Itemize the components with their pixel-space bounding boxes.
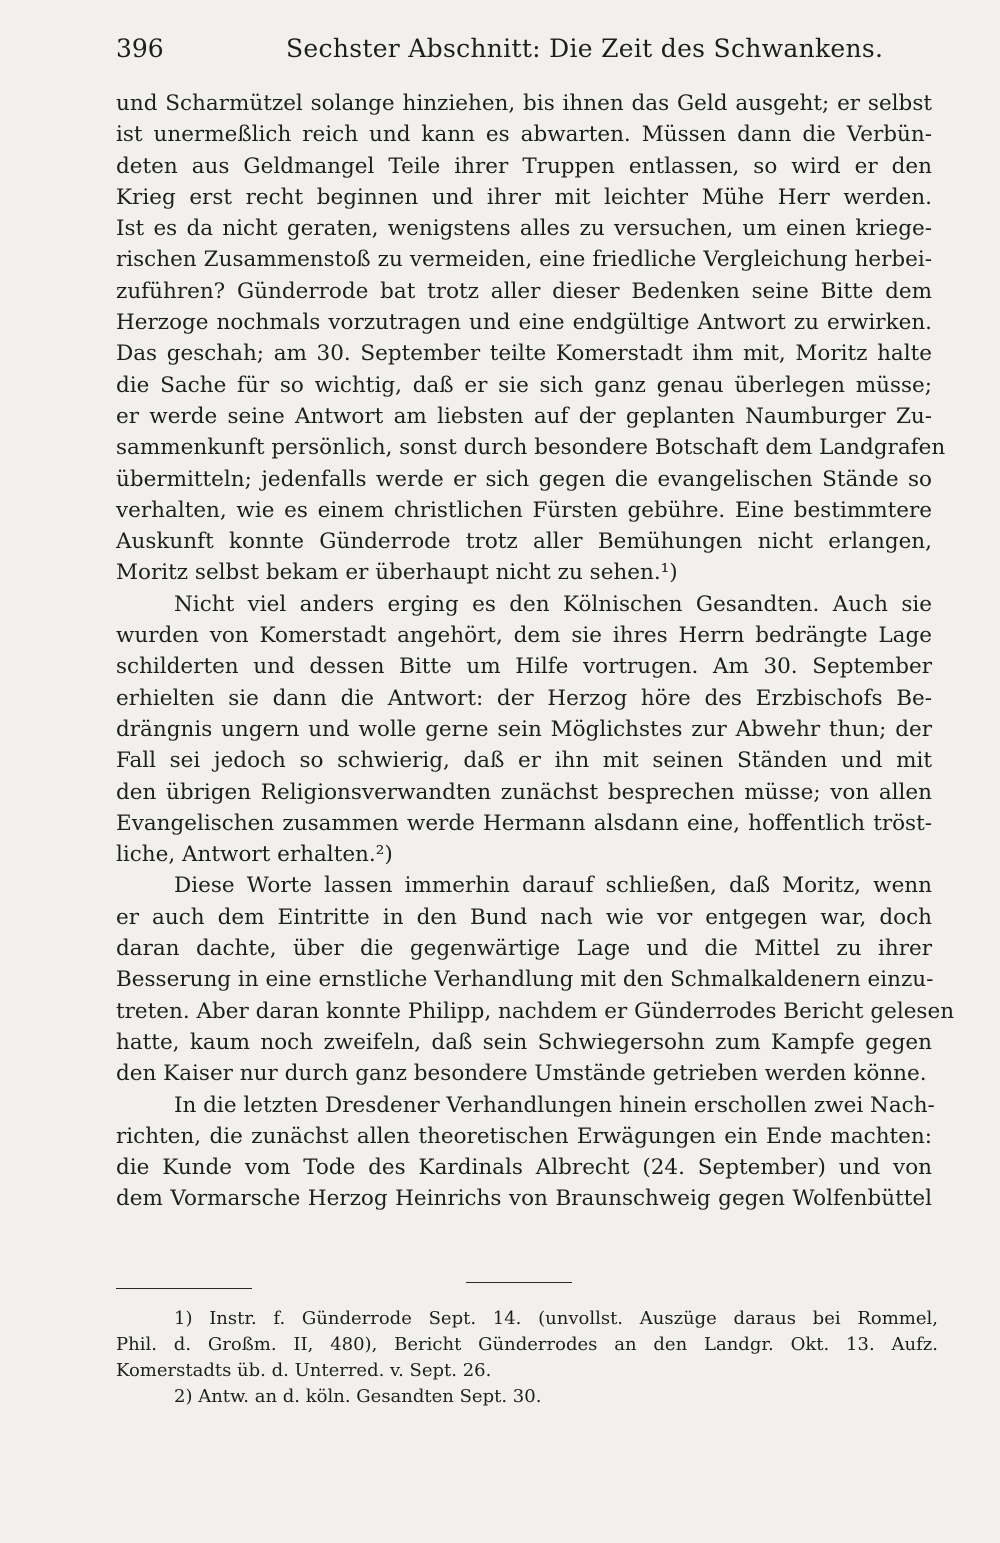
text-line: ist unermeßlich reich und kann es abwarten. Müssen dann die Verbün-	[116, 122, 932, 148]
text-line: sammenkunft persönlich, sonst durch besondere Botschaft dem Landgrafen	[116, 435, 946, 461]
text-line: Ist es da nicht geraten, wenigstens alles zu versuchen, um einen kriege-	[116, 216, 932, 242]
text-line: Diese Worte lassen immerhin darauf schließen, daß Moritz, wenn	[174, 873, 932, 899]
footnote-separator	[116, 1288, 252, 1289]
text-line: den übrigen Religionsverwandten zunächst besprechen müsse; von allen	[116, 779, 932, 805]
text-line: Auskunft konnte Günderrode trotz aller Bemühungen nicht erlangen,	[116, 529, 932, 555]
text-line: rischen Zusammenstoß zu vermeiden, eine friedliche Vergleichung herbei-	[116, 247, 932, 273]
text-line: daran dachte, über die gegenwärtige Lage und die Mittel zu ihrer	[116, 936, 932, 962]
text-line: In die letzten Dresdener Verhandlungen hinein erschollen zwei Nach-	[174, 1092, 935, 1118]
running-title: Sechster Abschnitt: Die Zeit des Schwankens.	[286, 34, 884, 63]
text-line: und Scharmützel solange hinziehen, bis ihnen das Geld ausgeht; er selbst	[116, 91, 932, 116]
text-line: liche, Antwort erhalten.²)	[116, 842, 393, 868]
text-line: Evangelischen zusammen werde Hermann alsdann eine, hoffentlich tröst-	[116, 810, 932, 836]
text-line: die Kunde vom Tode des Kardinals Albrecht (24. September) und von	[116, 1155, 932, 1181]
text-line: deten aus Geldmangel Teile ihrer Truppen entlassen, so wird er den	[116, 153, 932, 179]
running-header	[116, 34, 936, 74]
text-line: Das geschah; am 30. September teilte Komerstadt ihm mit, Moritz halte	[116, 341, 932, 367]
text-line: hatte, kaum noch zweifeln, daß sein Schwiegersohn zum Kampfe gegen	[116, 1029, 932, 1055]
text-line: wurden von Komerstadt angehört, dem sie ihres Herrn bedrängte Lage	[116, 623, 932, 649]
text-line: den Kaiser nur durch ganz besondere Umstände getrieben werden könne.	[116, 1061, 927, 1087]
text-line: schilderten und dessen Bitte um Hilfe vortrugen. Am 30. September	[116, 654, 932, 680]
text-line: Herzoge nochmals vorzutragen und eine endgültige Antwort zu erwirken.	[116, 310, 932, 336]
text-line: Moritz selbst bekam er überhaupt nicht zu sehen.¹)	[116, 560, 678, 586]
text-line: er werde seine Antwort am liebsten auf der geplanten Naumburger Zu-	[116, 403, 932, 429]
text-line: zuführen? Günderrode bat trotz aller dieser Bedenken seine Bitte dem	[116, 278, 932, 304]
main-text	[116, 88, 955, 1215]
footnote-line: 1) Instr. f. Günderrode Sept. 14. (unvollst. Auszüge daraus bei Rommel,	[174, 1308, 938, 1329]
text-line: Fall sei jedoch so schwierig, daß er ihn mit seinen Ständen und mit	[116, 748, 932, 774]
text-line: Besserung in eine ernstliche Verhandlung mit den Schmalkaldenern einzu-	[116, 967, 934, 993]
text-line: verhalten, wie es einem christlichen Fürsten gebühre. Eine bestimmtere	[116, 497, 932, 523]
text-line: übermitteln; jedenfalls werde er sich gegen die evangelischen Stände so	[116, 466, 932, 492]
footnote-line: Komerstadts üb. d. Unterred. v. Sept. 26.	[116, 1360, 492, 1381]
footnote-line: Phil. d. Großm. II, 480), Bericht Günderrodes an den Landgr. Okt. 13. Aufz.	[116, 1334, 938, 1355]
footnote-line: 2) Antw. an d. köln. Gesandten Sept. 30.	[174, 1386, 542, 1407]
text-line: Krieg erst recht beginnen und ihrer mit leichter Mühe Herr werden.	[116, 184, 932, 210]
page-number: 396	[116, 34, 164, 63]
text-line: drängnis ungern und wolle gerne sein Möglichstes zur Abwehr thun; der	[116, 716, 932, 742]
text-line: erhielten sie dann die Antwort: der Herzog höre des Erzbischofs Be-	[116, 685, 932, 711]
text-line: richten, die zunächst allen theoretischen Erwägungen ein Ende machten:	[116, 1123, 932, 1149]
text-line: dem Vormarsche Herzog Heinrichs von Braunschweig gegen Wolfenbüttel	[116, 1186, 932, 1212]
text-line: er auch dem Eintritte in den Bund nach wie vor entgegen war, doch	[116, 904, 932, 930]
continuation-rule	[466, 1282, 572, 1283]
text-line: die Sache für so wichtig, daß er sie sich ganz genau überlegen müsse;	[116, 372, 932, 398]
text-line: Nicht viel anders erging es den Kölnischen Gesandten. Auch sie	[174, 591, 932, 617]
footnotes	[116, 1306, 938, 1410]
text-line: treten. Aber daran konnte Philipp, nachdem er Günderrodes Bericht gelesen	[116, 998, 955, 1024]
